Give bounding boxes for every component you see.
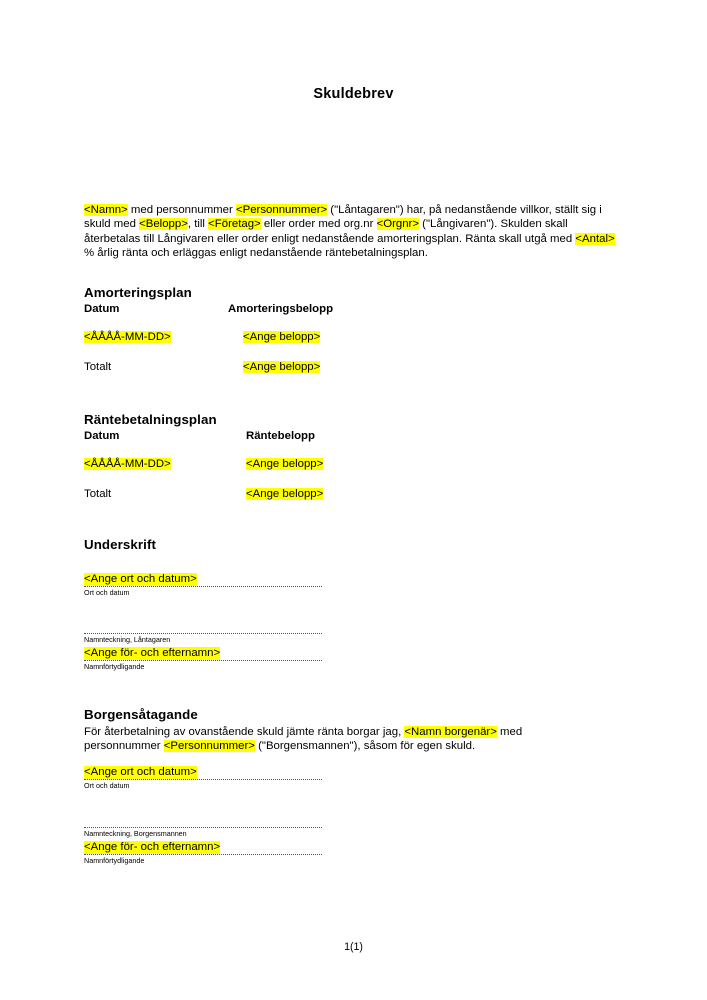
intro-text-4: eller order med org.nr — [260, 218, 377, 231]
table-header-row — [84, 303, 333, 331]
rantebetalningsplan-section — [84, 412, 644, 500]
namnteckning-line[interactable] — [84, 827, 322, 828]
borgensatagande-paragraph — [84, 725, 564, 754]
cell-total-label: Totalt — [84, 488, 112, 500]
intro-text-1: med personnummer — [127, 204, 236, 216]
intro-paragraph — [84, 203, 624, 260]
placeholder-personnummer: <Personnummer> — [235, 204, 328, 216]
rantebetalningsplan-table — [84, 430, 323, 500]
underskrift-ort-datum-group — [84, 572, 322, 597]
underskrift-namnteckning-group — [84, 633, 322, 671]
page-title: Skuldebrev — [313, 86, 394, 102]
namnteckning-line[interactable] — [84, 633, 322, 634]
table-row — [84, 331, 333, 361]
underskrift-heading: Underskrift — [84, 537, 157, 552]
amorteringsplan-table — [84, 303, 333, 373]
cell-total-belopp — [228, 361, 333, 373]
intro-text-2: ("Låntagaren") har, på nedanstående villkor, ställt sig i skuld med — [84, 204, 602, 231]
placeholder-datum: <ÅÅÅÅ-MM-DD> — [84, 458, 171, 470]
namnfortydligande-caption: Namnförtydligande — [84, 856, 145, 865]
rantebetalningsplan-heading: Räntebetalningsplan — [84, 412, 217, 427]
column-header-rantebelopp: Räntebelopp — [246, 430, 315, 442]
table-total-row — [84, 488, 323, 500]
column-header-amorteringsbelopp: Amorteringsbelopp — [228, 303, 334, 315]
placeholder-antal: <Antal> — [575, 232, 615, 245]
placeholder-total-belopp: <Ange belopp> — [243, 361, 321, 373]
namnteckning-caption: Namnteckning, Låntagaren — [84, 635, 171, 644]
placeholder-ort-och-datum: <Ange ort och datum> — [84, 573, 197, 585]
cell-datum — [84, 458, 246, 488]
borgensatagande-heading: Borgensåtagande — [84, 707, 198, 722]
column-header-datum: Datum — [84, 303, 120, 315]
ort-datum-caption: Ort och datum — [84, 588, 130, 597]
table-row — [84, 458, 323, 488]
cell-total-label: Totalt — [84, 361, 112, 373]
intro-text-3: , till — [187, 218, 209, 231]
placeholder-datum: <ÅÅÅÅ-MM-DD> — [84, 331, 171, 343]
cell-datum — [84, 331, 228, 361]
underskrift-section — [84, 537, 644, 555]
amorteringsplan-heading: Amorteringsplan — [84, 285, 192, 300]
placeholder-ange-belopp: <Ange belopp> — [246, 458, 324, 470]
intro-text-5: ("Långivaren"). Skulden skall återbetalas till Långivaren eller order enligt nedanstående amorteringsplan. Ränta skall utgå med — [84, 218, 576, 245]
ort-datum-line[interactable] — [84, 765, 322, 780]
ort-datum-caption: Ort och datum — [84, 781, 130, 790]
cell-total-belopp — [246, 488, 323, 500]
placeholder-for-och-efternamn: <Ange för- och efternamn> — [84, 841, 221, 853]
page-footer: 1(1) — [344, 941, 363, 953]
ort-datum-line[interactable] — [84, 572, 322, 587]
placeholder-belopp: <Belopp> — [139, 218, 188, 231]
placeholder-for-och-efternamn: <Ange för- och efternamn> — [84, 647, 221, 659]
placeholder-namn: <Namn> — [84, 204, 128, 216]
borgen-namnteckning-group — [84, 827, 322, 865]
cell-belopp — [246, 458, 323, 488]
amorteringsplan-section — [84, 285, 644, 373]
namnfortydligande-line[interactable] — [84, 840, 322, 855]
intro-text-6: % årlig ränta och erläggas enligt nedanstående räntebetalningsplan. — [84, 246, 428, 259]
placeholder-ort-och-datum: <Ange ort och datum> — [84, 766, 197, 778]
placeholder-foretag: <Företag> — [208, 218, 261, 231]
namnfortydligande-caption: Namnförtydligande — [84, 662, 145, 671]
namnfortydligande-line[interactable] — [84, 646, 322, 661]
borgen-text-1: För återbetalning av ovanstående skuld jämte ränta borgar jag, — [84, 726, 405, 738]
placeholder-orgnr: <Orgnr> — [376, 218, 419, 231]
table-total-row — [84, 361, 333, 373]
borgen-text-3: ("Borgensmannen"), såsom för egen skuld. — [254, 740, 476, 753]
column-header-datum: Datum — [84, 430, 120, 442]
borgensatagande-section — [84, 707, 644, 754]
placeholder-total-belopp: <Ange belopp> — [246, 488, 324, 500]
table-header-row — [84, 430, 323, 458]
placeholder-namn-borgenar: <Namn borgenär> — [404, 726, 497, 738]
namnteckning-caption: Namnteckning, Borgensmannen — [84, 829, 187, 838]
placeholder-ange-belopp: <Ange belopp> — [243, 331, 321, 343]
cell-belopp — [228, 331, 333, 361]
placeholder-personnummer-borgen: <Personnummer> — [163, 740, 255, 753]
borgen-text-2: med personnummer — [84, 726, 523, 753]
borgen-ort-datum-group — [84, 765, 322, 790]
